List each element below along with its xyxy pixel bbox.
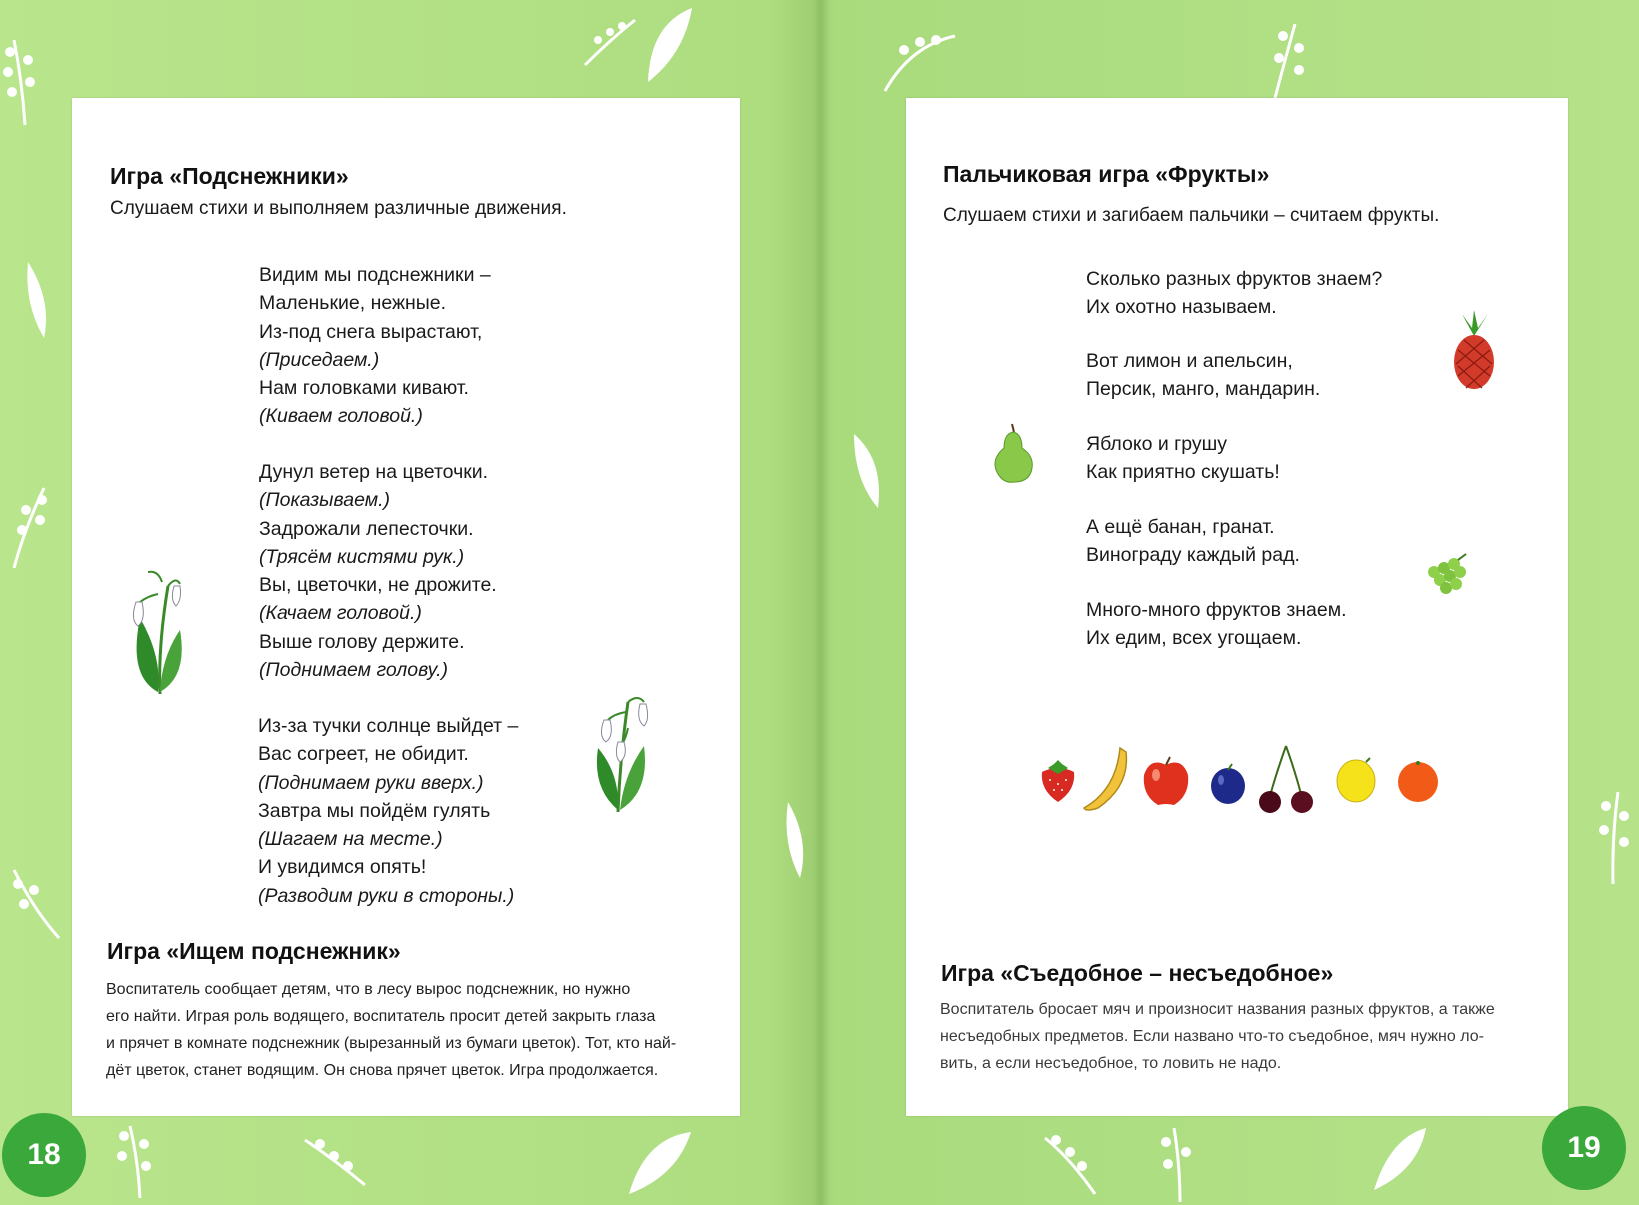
lily-of-valley-decoration-icon <box>580 10 640 70</box>
poem-stanza <box>1086 513 1300 570</box>
poem-line: Вы, цветочки, не дрожите. <box>259 574 497 597</box>
section-title: Игра «Съедобное – несъедобное» <box>941 960 1334 986</box>
lily-of-valley-decoration-icon <box>110 1120 170 1200</box>
apple-icon <box>1140 755 1192 807</box>
page-title: Пальчиковая игра «Фрукты» <box>943 161 1270 187</box>
poem-line: А ещё банан, гранат. <box>1086 516 1275 538</box>
game-description <box>106 976 676 1084</box>
page-subtitle: Слушаем стихи и загибаем пальчики – считаем фрукты. <box>943 205 1440 226</box>
poem-stanza <box>259 261 491 431</box>
leaf-decoration-icon <box>850 430 886 510</box>
paragraph-line: Воспитатель бросает мяч и произносит названия разных фруктов, а также <box>940 1001 1495 1018</box>
lily-of-valley-decoration-icon <box>880 26 960 96</box>
poem-line: Нам головками кивают. <box>259 377 469 400</box>
poem-line: И увидимся опять! <box>258 856 427 879</box>
page-title: Игра «Подснежники» <box>110 163 349 189</box>
page-number: 18 <box>2 1113 86 1197</box>
poem-action-line: (Поднимаем голову.) <box>259 659 448 682</box>
poem-line: Из-за тучки солнце выйдет – <box>258 715 519 737</box>
snowdrop-icon <box>118 566 198 696</box>
poem-stanza <box>1086 265 1382 322</box>
lily-of-valley-decoration-icon <box>4 860 64 940</box>
paragraph-line: его найти. Играя роль водящего, воспитатель просит детей закрыть глаза <box>106 1008 656 1025</box>
poem-line: Видим мы подснежники – <box>259 264 491 286</box>
paragraph-line: и прячет в комнате подснежник (вырезанный из бумаги цветок). Тот, кто най- <box>106 1035 677 1052</box>
page-number: 19 <box>1542 1106 1626 1190</box>
cherries-icon <box>1256 744 1318 814</box>
paragraph-line: дёт цветок, станет водящим. Он снова прячет цветок. Игра продолжается. <box>106 1062 659 1079</box>
poem-action-line: (Киваем головой.) <box>259 405 423 428</box>
snowdrop-icon <box>588 688 668 814</box>
poem-line: Дунул ветер на цветочки. <box>259 461 489 483</box>
poem-line: Выше голову держите. <box>259 630 465 653</box>
poem-stanza <box>1086 430 1280 487</box>
paragraph-line: несъедобных предметов. Если названо что-то съедобное, мяч нужно ло- <box>940 1028 1484 1045</box>
poem-action-line: (Приседаем.) <box>259 348 380 371</box>
section-title: Игра «Ищем подснежник» <box>107 938 401 964</box>
leaf-decoration-icon <box>780 800 810 880</box>
game-description <box>940 996 1495 1077</box>
poem-action-line: (Поднимаем руки вверх.) <box>258 771 484 794</box>
poem-line: Задрожали лепесточки. <box>259 517 474 540</box>
lily-of-valley-decoration-icon <box>1040 1128 1100 1198</box>
poem-line: Их охотно называем. <box>1086 296 1277 319</box>
banana-icon <box>1078 746 1132 814</box>
pear-icon <box>990 422 1036 484</box>
poem-line: Их едим, всех угощаем. <box>1086 627 1302 650</box>
strawberry-icon <box>1038 760 1078 804</box>
poem-line: Маленькие, нежные. <box>259 292 447 315</box>
poem-line: Вас согреет, не обидит. <box>258 743 469 766</box>
poem-line: Сколько разных фруктов знаем? <box>1086 268 1383 290</box>
poem-line: Из-под снега вырастают, <box>259 320 483 343</box>
poem-action-line: (Шагаем на месте.) <box>258 828 443 851</box>
poem-line: Завтра мы пойдём гулять <box>258 799 491 822</box>
lemon-icon <box>1334 756 1378 804</box>
book-gutter <box>812 0 830 1205</box>
pineapple-icon <box>1448 310 1500 390</box>
poem-line: Персик, манго, мандарин. <box>1086 378 1321 401</box>
leaf-decoration-icon <box>640 4 700 84</box>
leaf-decoration-icon <box>22 260 52 340</box>
page-subtitle: Слушаем стихи и выполняем различные движения. <box>110 198 567 219</box>
lily-of-valley-decoration-icon <box>1255 20 1315 100</box>
poem-action-line: (Показываем.) <box>259 489 391 512</box>
lily-of-valley-decoration-icon <box>0 30 50 130</box>
lily-of-valley-decoration-icon <box>1150 1124 1210 1204</box>
leaf-decoration-icon <box>625 1128 695 1198</box>
poem-stanza <box>258 712 518 910</box>
lily-of-valley-decoration-icon <box>4 480 54 570</box>
poem-stanza <box>1086 347 1320 404</box>
poem-line: Много-много фруктов знаем. <box>1086 599 1347 621</box>
lily-of-valley-decoration-icon <box>300 1130 370 1190</box>
poem-line: Вот лимон и апельсин, <box>1086 350 1293 372</box>
grapes-icon <box>1424 552 1470 598</box>
poem-line: Как приятно скушать! <box>1086 461 1280 484</box>
paragraph-line: вить, а если несъедобное, то ловить не надо. <box>940 1055 1282 1072</box>
poem-action-line: (Разводим руки в стороны.) <box>258 884 515 907</box>
poem-stanza <box>1086 596 1347 653</box>
poem-stanza <box>259 458 497 684</box>
lily-of-valley-decoration-icon <box>1588 786 1638 886</box>
poem-line: Яблоко и грушу <box>1086 433 1228 455</box>
poem-line: Винограду каждый рад. <box>1086 544 1300 567</box>
leaf-decoration-icon <box>1370 1124 1430 1194</box>
poem-action-line: (Трясём кистями рук.) <box>259 545 465 568</box>
orange-icon <box>1396 758 1440 804</box>
paragraph-line: Воспитатель сообщает детям, что в лесу вырос подснежник, но нужно <box>106 981 631 998</box>
poem-action-line: (Качаем головой.) <box>259 602 422 625</box>
plum-icon <box>1208 762 1248 806</box>
